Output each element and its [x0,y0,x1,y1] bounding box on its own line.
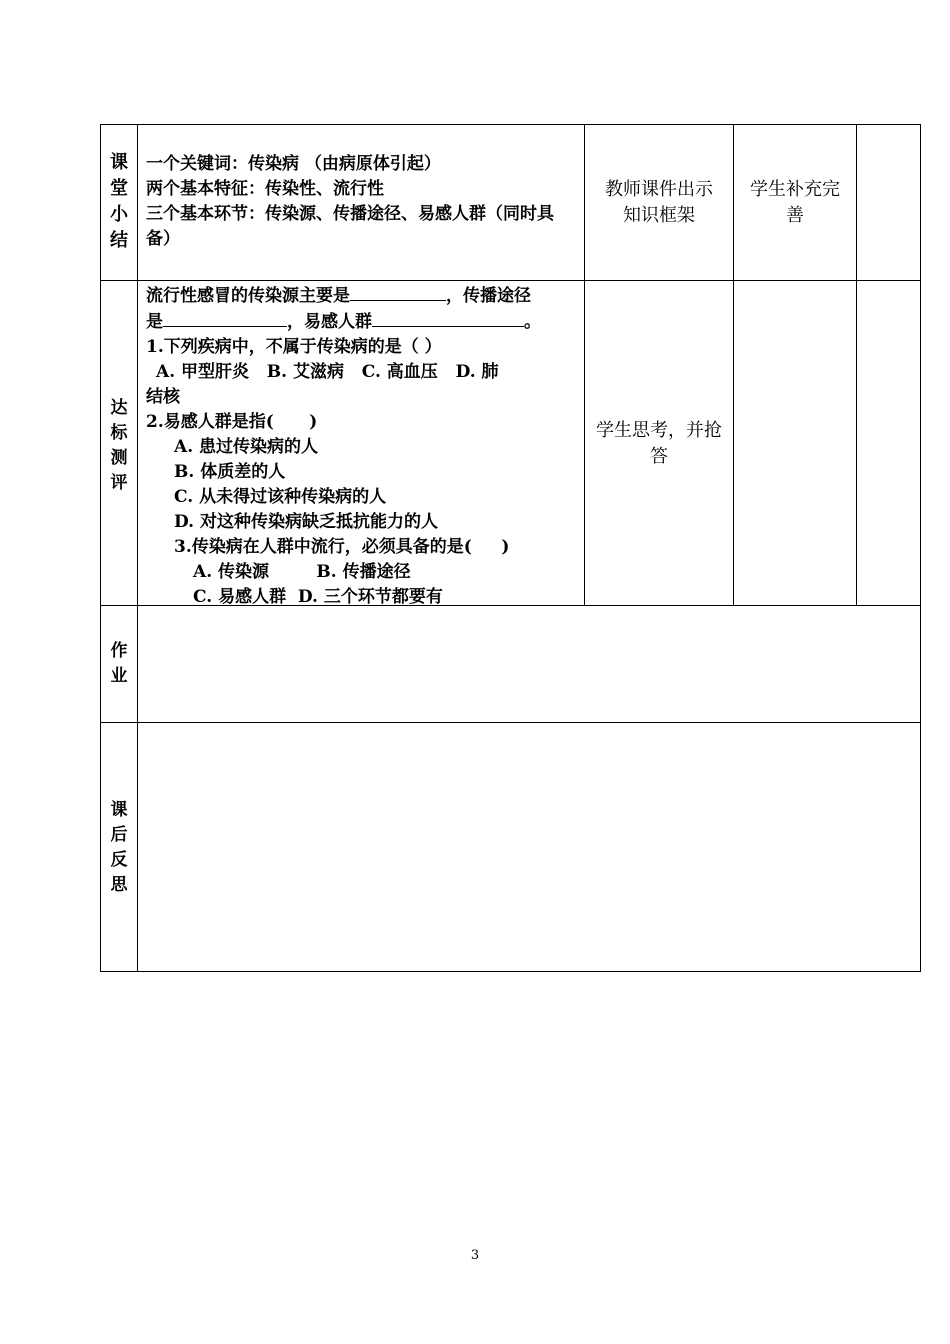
answer-blank[interactable] [163,309,287,327]
question-2-option-d: D. 对这种传染病缺乏抵抗能力的人 [174,512,438,532]
student-activity-line: 学生补充完 [750,179,840,200]
label-char: 业 [110,666,128,686]
question-3-options-ab: A. 传染源 B. 传播途径 [193,562,411,582]
table-border-right [920,124,921,972]
label-char: 达 [110,398,128,418]
label-char: 测 [110,448,128,468]
question-2: 2.易感人群是指( ) [146,412,318,432]
question-3: 3.传染病在人群中流行，必须具备的是( ) [174,537,510,557]
summary-student-activity [734,177,856,229]
label-char: 反 [110,850,128,870]
column-divider [856,124,857,606]
question-3-options-cd: C. 易感人群 D. 三个环节都要有 [193,587,443,607]
label-char: 作 [110,641,128,661]
summary-line: 备） [146,229,180,249]
assessment-content [146,283,541,610]
page-number: 3 [470,1248,480,1263]
table-border-top [100,124,921,125]
fill-in-question [146,283,541,309]
summary-content [146,152,554,252]
summary-teacher-activity [585,177,733,229]
fill-text: ，传播途径 [446,286,531,306]
assessment-label [101,396,137,496]
teacher-activity-line: 教师课件出示 [605,179,713,200]
question-1: 1.下列疾病中，不属于传染病的是（ ） [146,337,442,357]
fill-text: 。 [524,312,541,332]
question-2-option-a: A. 患过传染病的人 [174,437,319,457]
reflection-label [101,798,137,898]
label-char: 课 [110,800,128,820]
label-char: 后 [110,825,128,845]
assessment-student-activity [585,418,733,470]
label-char: 结 [110,230,128,251]
question-1-options-cont: 结核 [146,387,180,407]
table-border-bottom [100,971,921,972]
fill-text: 是 [146,312,163,332]
label-char: 标 [110,423,128,443]
label-char: 课 [110,152,128,173]
answer-blank[interactable] [372,309,524,327]
fill-text: 流行性感冒的传染源主要是 [146,286,350,306]
column-divider [137,124,138,972]
homework-label [101,639,137,689]
activity-line: 学生思考，并抢 [596,420,722,441]
question-1-options: A. 甲型肝炎 B. 艾滋病 C. 高血压 D. 肺 [156,362,499,382]
teacher-activity-line: 知识框架 [623,205,695,226]
summary-line: 两个基本特征：传染性、流行性 [146,179,384,199]
answer-blank[interactable] [350,283,446,301]
label-char: 思 [110,875,128,895]
fill-in-question-cont [146,309,541,335]
summary-line: 一个关键词：传染病 （由病原体引起） [146,154,441,174]
label-char: 评 [110,473,128,493]
student-activity-line: 善 [786,205,804,226]
row-divider [100,722,921,723]
activity-line: 答 [650,446,668,467]
summary-line: 三个基本环节：传染源、传播途径、易感人群（同时具 [146,204,554,224]
label-char: 堂 [110,178,128,199]
label-char: 小 [110,204,128,225]
question-2-option-b: B. 体质差的人 [174,462,286,482]
question-2-option-c: C. 从未得过该种传染病的人 [174,487,387,507]
summary-label [101,150,137,254]
fill-text: ，易感人群 [287,312,372,332]
row-divider [100,280,921,281]
